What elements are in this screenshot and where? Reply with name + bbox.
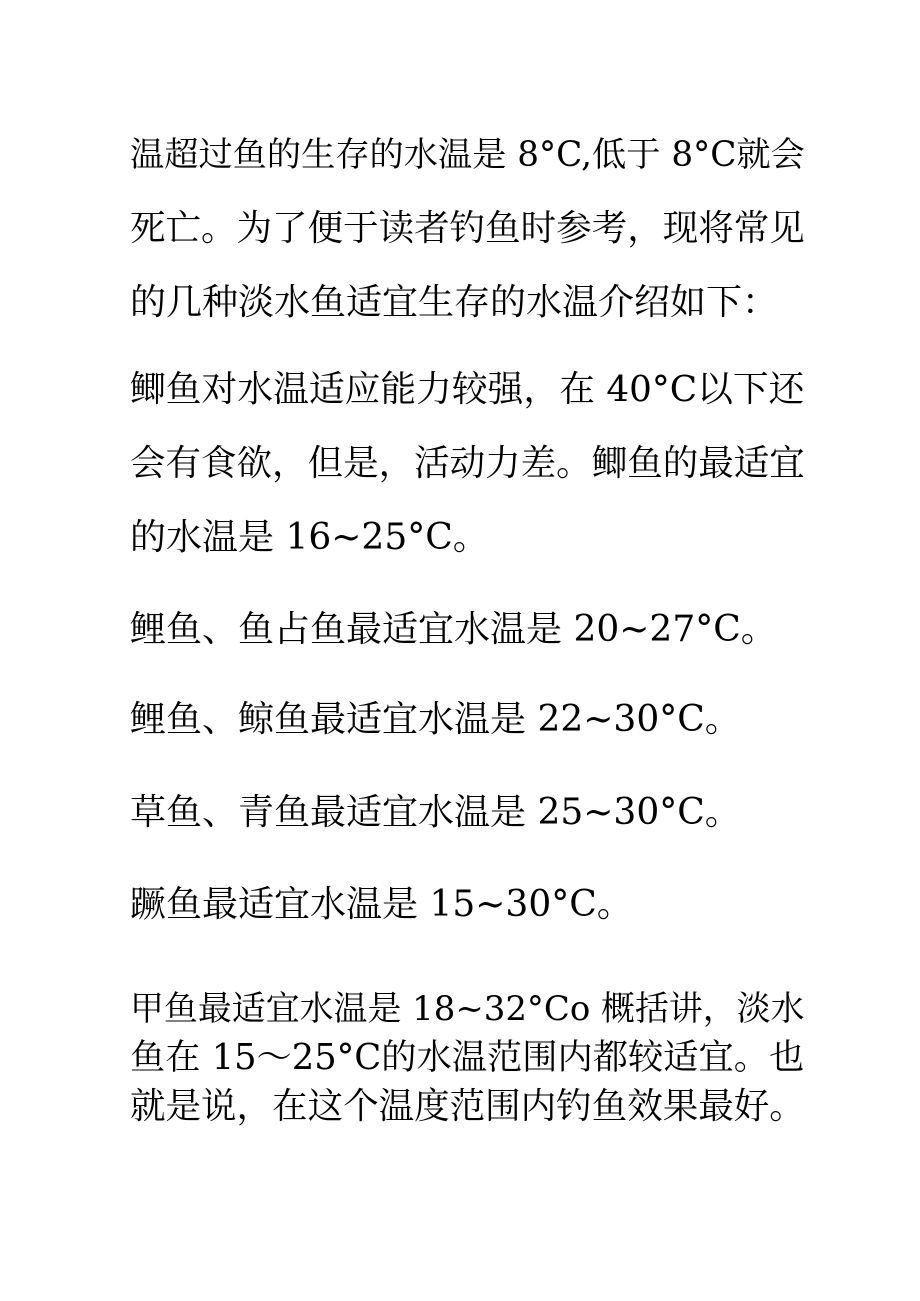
text-line-7: 鲤鱼、鱼占鱼最适宜水温是 20~27°C。 [130, 609, 777, 650]
text-line-10: 蹶鱼最适宜水温是 15~30°C。 [130, 884, 633, 925]
text-line-4: 鲫鱼对水温适应能力较强，在 40°C以下还 [130, 369, 805, 410]
text-line-12: 鱼在 15～25°C的水温范围内都较适宜。也 [130, 1037, 805, 1078]
text-line-13: 就是说，在这个温度范围内钓鱼效果最好。 [130, 1086, 805, 1127]
text-line-3: 的几种淡水鱼适宜生存的水温介绍如下： [130, 282, 779, 323]
text-line-9: 草鱼、青鱼最适宜水温是 25~30°C。 [130, 792, 741, 833]
text-line-2: 死亡。为了便于读者钓鱼时参考，现将常见 [130, 208, 805, 249]
text-line-11: 甲鱼最适宜水温是 18~32°Co 概括讲，淡水 [130, 990, 805, 1029]
text-line-8: 鲤鱼、鲸鱼最适宜水温是 22~30°C。 [130, 699, 741, 740]
text-line-6: 的水温是 16~25°C。 [130, 517, 489, 558]
text-line-1: 温超过鱼的生存的水温是 8°C,低于 8°C就会 [130, 135, 805, 175]
text-line-5: 会有食欲，但是，活动力差。鲫鱼的最适宜 [130, 443, 805, 484]
